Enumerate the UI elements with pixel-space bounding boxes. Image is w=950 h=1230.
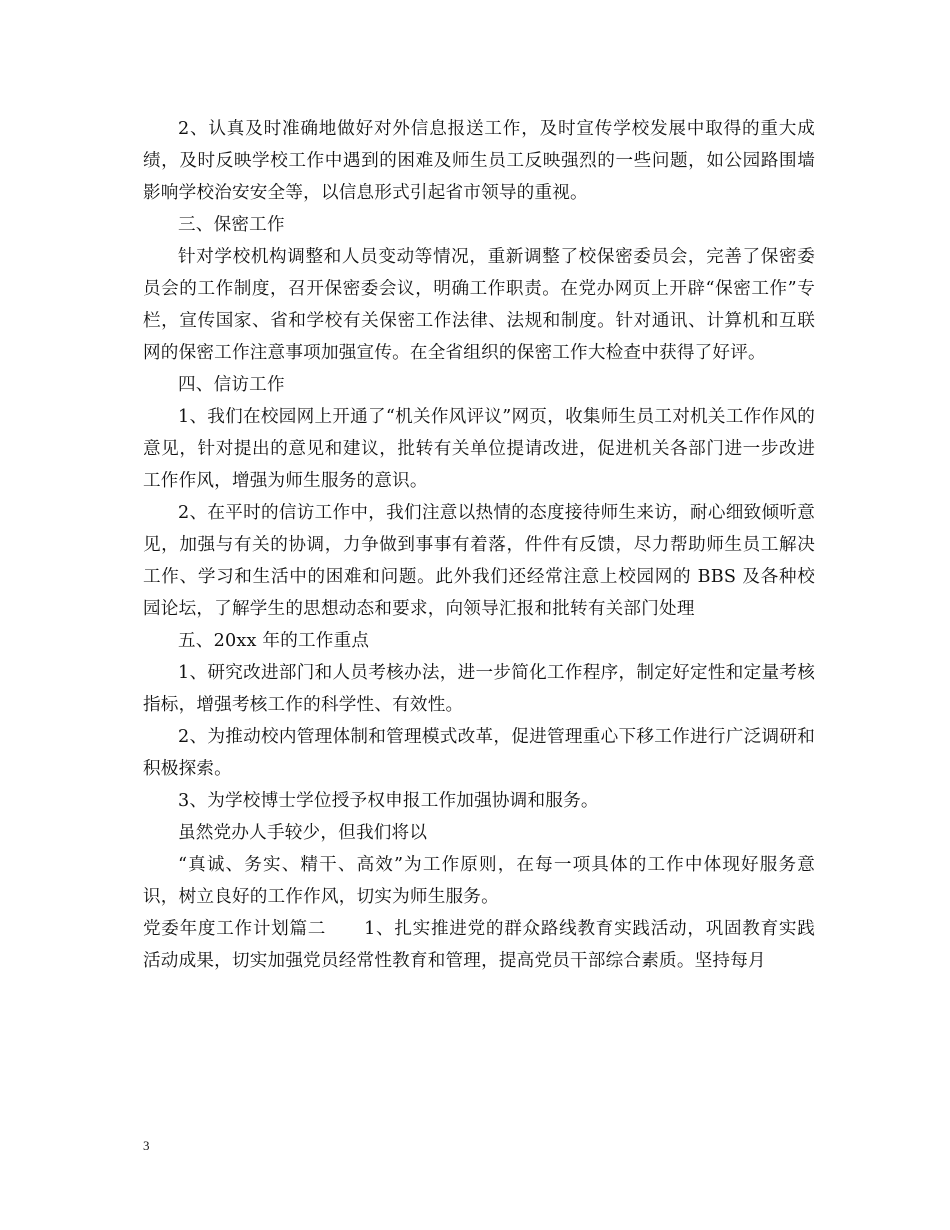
section-heading-petitions: 四、信访工作: [178, 375, 285, 395]
page-number: 3: [143, 1138, 150, 1153]
paragraph-priority-2: 2、为推动校内管理体制和管理模式改革，促进管理重心下移工作进行广泛调研和积极探索。: [143, 727, 815, 779]
plan-two-label: 党委年度工作计划篇二: [143, 919, 327, 939]
paragraph-info-reporting: 2、认真及时准确地做好对外信息报送工作，及时宣传学校发展中取得的重大成绩，及时反映学校工作中遇到的困难及师生员工反映强烈的一些问题，如公园路围墙影响学校治安安全等，以信息形式引起省市领导的重视。: [143, 119, 815, 203]
paragraph-closing-1: 虽然党办人手较少，但我们将以: [178, 823, 428, 843]
paragraph-petitions-1: 1、我们在校园网上开通了“机关作风评议”网页，收集师生员工对机关工作作风的意见，针对提出的意见和建议，批转有关单位提请改进，促进机关各部门进一步改进工作作风，增强为师生服务的意识。: [143, 407, 815, 491]
paragraph-priority-3: 3、为学校博士学位授予权申报工作加强协调和服务。: [178, 791, 599, 811]
paragraph-petitions-2: 2、在平时的信访工作中，我们注意以热情的态度接待师生来访，耐心细致倾听意见，加强与有关的协调，力争做到事事有着落，件件有反馈，尽力帮助师生员工解决工作、学习和生活中的困难和问题。此外我们还经常注意上校园网的 BBS 及各种校园论坛，了解学生的思想动态和要求，向领导汇报和批转有关部门处理: [143, 503, 815, 619]
paragraph-confidentiality: 针对学校机构调整和人员变动等情况，重新调整了校保密委员会，完善了保密委员会的工作制度，召开保密委会议，明确工作职责。在党办网页上开辟“保密工作”专栏，宣传国家、省和学校有关保密工作法律、法规和制度。针对通讯、计算机和互联网的保密工作注意事项加强宣传。在全省组织的保密工作大检查中获得了好评。: [143, 247, 815, 363]
section-heading-priorities: 五、20xx 年的工作重点: [178, 631, 370, 651]
document-body: [143, 113, 815, 977]
paragraph-closing-2: “真诚、务实、精干、高效”为工作原则，在每一项具体的工作中体现好服务意识，树立良好的工作作风，切实为师生服务。: [143, 855, 815, 907]
plan-two-text: 1、扎实推进党的群众路线教育实践活动，巩固教育实践活动成果，切实加强党员经常性教育和管理，提高党员干部综合素质。坚持每月: [143, 919, 815, 971]
section-heading-confidentiality: 三、保密工作: [178, 215, 285, 235]
paragraph-priority-1: 1、研究改进部门和人员考核办法，进一步简化工作程序，制定好定性和定量考核指标，增强考核工作的科学性、有效性。: [143, 663, 815, 715]
paragraph-plan-two: [143, 913, 815, 977]
